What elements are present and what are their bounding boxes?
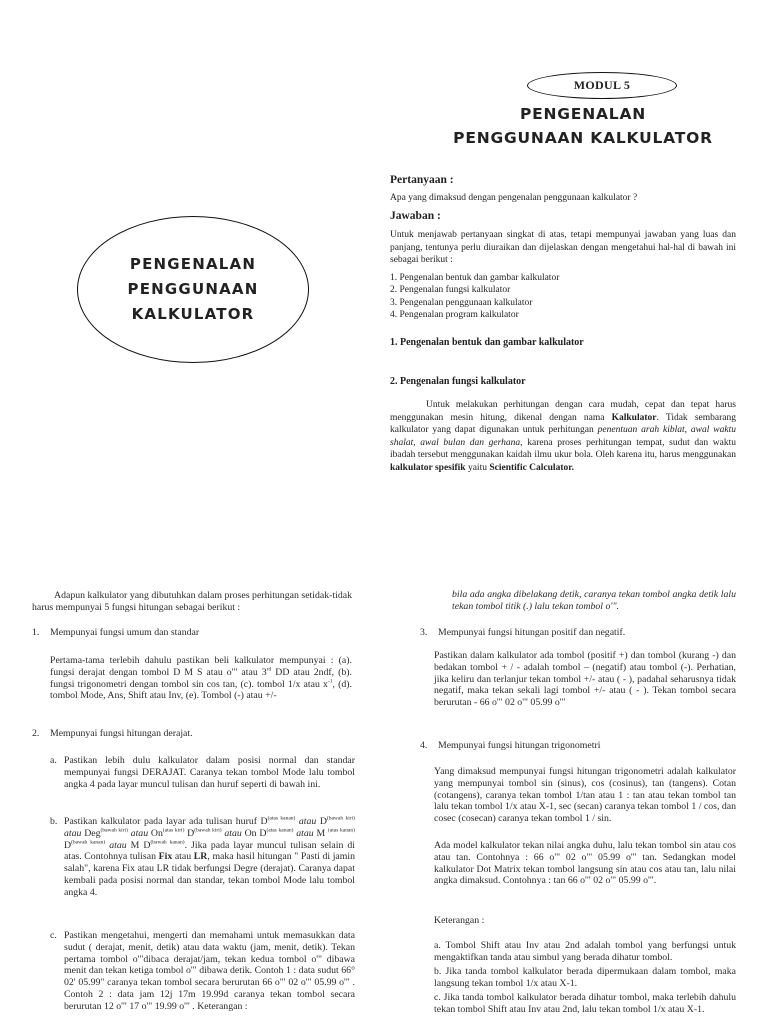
qa-list bbox=[390, 272, 736, 321]
item-3-title: Mempunyai fungsi hitungan positif dan negatif. bbox=[438, 627, 626, 638]
item-2c-text: Pastikan mengetahui, mengerti dan memahami untuk memasukkan data sudut ( derajat, menit, detik) atau data waktu (jam, menit, detik). Tekan pertama tombol o'"dibaca derajat/jam, tekan kedua tombol o'" dibawa menit dan tekan ketiga tombol o'" dibawa detik. Contoh 1 : data sudut 66° 02' 05.99" caranya tekan tombol secara berurutan 66 o'" 02 o'" 05.99 o'" . Contoh 2 : data jam 12j 17m 19.99d caranya tekan tombol secara berurutan 12 o'" 17 o'" 19.99 o'" . Keterangan : bbox=[64, 930, 355, 1012]
item-2-heading bbox=[32, 728, 362, 742]
left-intro: Adapun kalkulator yang dibutuhkan dalam proses perhitungan setidak-tidak harus mempunyai 5 fungsi hitungan sebagai berikut : bbox=[32, 590, 352, 613]
item-2-title: Mempunyai fungsi hitungan derajat. bbox=[50, 728, 193, 739]
paragraph-text: , karena proses perhitungan tempat, sudut dan waktu ibadah tersebut menggunakan kaidah ilmu ukur bola. Oleh karena itu, harus menggunakan bbox=[390, 437, 736, 461]
module-label: MODUL 5 bbox=[573, 78, 631, 92]
sup-note: (bawah kiri) bbox=[326, 815, 355, 822]
title-oval bbox=[77, 216, 309, 363]
list-item: 4. Pengenalan program kalkulator bbox=[390, 309, 519, 320]
item-4-text: Yang dimaksud mempunyai fungsi hitungan trigonometri adalah kalkulator yang mempunyai tombol sin (sinus), cos (cosinus), tan (tangens). Cotan (cotangens), caranya tekan tombol 1/tan atau 1 : tan atau tekan tombol tan lalu tekan tombol 1/x atau X-1, sec (secan) caranya tekan tombol 1 / cos, dan cosec (cosecan) caranya tekan tombol 1 / sin. bbox=[434, 766, 736, 825]
item-number: 1. bbox=[32, 627, 40, 638]
item-3-text: Pastikan dalam kalkulator ada tombol (positif +) dan tombol (kurang -) dan bedakan tombol + / - adalah tombol – (negatif) atau tombol (-). Perhatian, jika keliru dan terlanjur tekan tombol +/- atau ( - ), padahal seharusnya tidak negatif, maka tekan sekali lagi tombol +/- atau ( - ). Tekan tombol secara berurutan - 66 o'" 02 o'" 05.99 o'" bbox=[434, 650, 736, 709]
item-2b-line: . Jika pada layar muncul tulisan selain di atas. Contohnya tulisan bbox=[64, 839, 356, 863]
keterangan-label: Keterangan : bbox=[434, 915, 485, 926]
item-2b-text: Pastikan kalkulator pada layar ada tulisan huruf $D^{(atas kanan)}$ atau $D^{(bawah kiri)}$ atau Deg$^{(bawah kiri)}$ atau $On^{(atas kiri)}$ $D^{(bawah kiri)}$ atau On $D^{(atas kanan)}$ atau M $^{(atas kanan)}$ $D^{(bawah kanan)}$ atau M $D^{(bawah kanan)}$. Jika pada layar muncul tulisan selain di atas. Contohnya tulisan Fix atau LR, maka hasil hitungan " Pasti di jamin salah", karena Fix atau LR tidak berfungsi Degre (derajat). Caranya dapat kembali pada posisi normal dan standar, tekan tombol Mode lalu tombol angka 4. bbox=[64, 815, 356, 898]
lr-bold: LR bbox=[193, 851, 208, 863]
item-2a-text: Pastikan lebih dulu kalkulator dalam posisi normal dan standar mempunyai fungsi DERAJAT. Caranya tekan tombol Mode lalu tombol angka 4 pada layar muncul tulisan dan huruf seperti di bawah ini. bbox=[64, 755, 355, 790]
paragraph-bold-kalkulator: Kalkulator bbox=[611, 412, 657, 423]
item-4-text-2: Ada model kalkulator tekan nilai angka duhu, lalu tekan tombol sin atau cos atau tan. Contohnya : 66 o'" 02 o'" 05.99 o'" tan. Sedangkan model kalkulator Dot Matrix tekan tombol langsung sin atau cos atau tan, lalu nilai angka dimaksud. Contohnya : tan 66 o'" 02 o'" 05.99 o'". bbox=[434, 840, 736, 887]
sup-note: (bawah kiri) bbox=[194, 827, 222, 834]
item-2a bbox=[50, 755, 355, 790]
item-1-body: Pertama-tama terlebih dahulu pastikan beli kalkulator mempunyai : (a). fungsi derajat dengan tombol D M S atau o'" atau 3rd DD atau 2ndf, (b). fungsi trigonometri dengan tombol sin cos tan, (c). tombol 1/x atau $x^{-1}$, (d). tombol Mode, Ans, Shift atau Inv, (e). Tombol (-) atau +/- bbox=[50, 655, 352, 702]
paragraph-text: Untuk melakukan perhitungan dengan cara mudah, cepat dan tepat harus menggunakan mesin hitung, dikenal dengan nama bbox=[390, 400, 736, 423]
item-label: c. bbox=[50, 930, 57, 941]
item-3-heading bbox=[420, 627, 740, 641]
page-title-line-1: PENGENALAN bbox=[519, 105, 647, 123]
item-number: 3. bbox=[420, 627, 428, 638]
pertanyaan-text: Apa yang dimaksud dengan pengenalan penggunaan kalkulator ? bbox=[390, 193, 638, 203]
item-2b-word: atau bbox=[174, 851, 192, 863]
item-label: b. bbox=[50, 816, 58, 827]
page-title-line-2: PENGGUNAAN KALKULATOR bbox=[453, 129, 713, 147]
item-1-text: Pertama-tama terlebih dahulu pastikan beli kalkulator mempunyai : (a). fungsi derajat dengan tombol D M S atau o'" atau 3 bbox=[50, 655, 352, 678]
item-1-title: Mempunyai fungsi umum dan standar bbox=[50, 627, 200, 638]
atau-italic: atau bbox=[298, 816, 317, 827]
sup-note: (bawah kanan) bbox=[71, 839, 106, 846]
sup-note: (atas kanan) bbox=[266, 827, 294, 834]
oval-line-3: KALKULATOR bbox=[131, 305, 255, 323]
item-1-heading bbox=[32, 627, 362, 641]
item-2b bbox=[50, 816, 355, 899]
oval-line-2: PENGGUNAAN bbox=[127, 280, 259, 298]
paragraph-bold-scientific: Scientific Calculator. bbox=[489, 462, 574, 473]
sup-note: (atas kanan) bbox=[267, 815, 296, 822]
item-2b-line: , maka hasil hitungan " Pasti di jamin salah", karena Fix atau LR tidak berfungsi Degre (derajat). Caranya dapat kembali pada posisi normal dan standar, tekan tombol Mode lalu tombol angka 4. bbox=[64, 851, 356, 898]
section-2-paragraph bbox=[390, 399, 736, 475]
keterangan-a: a. Tombol Shift atau Inv atau 2nd adalah tombol yang berfungsi untuk mengaktifkan tanda atau simbul yang berada dihatur tombol. bbox=[434, 940, 736, 963]
item-1-text: DD atau 2ndf, (b). fungsi trigonometri dengan tombol sin cos tan, (c). tombol 1/x atau x bbox=[50, 666, 352, 690]
section-1-title: 1. Pengenalan bentuk dan gambar kalkulator bbox=[390, 337, 584, 348]
sup-note: (bawah kanan) bbox=[150, 839, 185, 846]
keterangan-b: b. Jika tanda tombol kalkulator berada dipermukaan dalam tombol, maka langsung tekan tombol 1/x atau X-1. bbox=[434, 966, 736, 989]
pertanyaan-heading: Pertanyaan : bbox=[390, 174, 454, 186]
paragraph-bold-spesifik: kalkulator spesifik bbox=[390, 462, 466, 473]
page-title bbox=[420, 102, 746, 150]
jawaban-text: Untuk menjawab pertanyaan singkat di atas, tetapi mempunyai jawaban yang luas dan panjang, tentunya perlu diuraikan dan dijelaskan dengan mengetahui hal-hal di bawah ini sebagai berikut : bbox=[390, 230, 736, 265]
paragraph-italic: penentuan arah kiblat, awal waktu shalat, awal bulan dan gerhana bbox=[390, 425, 736, 448]
keterangan-c: c. Jika tanda tombol kalkulator berada dihatur tombol, maka terlebih dahulu tekan tombol Shift atau Inv atau 2nd, lalu tekan tombol 1/x atau X-1. bbox=[434, 992, 736, 1015]
section-2-title: 2. Pengenalan fungsi kalkulator bbox=[390, 376, 526, 387]
item-2c bbox=[50, 930, 355, 1013]
item-2b-part: D bbox=[319, 816, 327, 827]
fix-bold: Fix bbox=[158, 851, 173, 863]
sup-note: (bawah kiri) bbox=[100, 827, 128, 834]
item-2b-line: Pastikan kalkulator pada layar ada tulisan huruf D bbox=[64, 816, 268, 827]
item-4-heading bbox=[420, 740, 740, 754]
sup-note: (atas kanan) bbox=[327, 827, 355, 834]
module-badge bbox=[527, 72, 677, 99]
list-item: 1. Pengenalan bentuk dan gambar kalkulator bbox=[390, 273, 560, 283]
item-label: a. bbox=[50, 755, 57, 766]
right-continuation: bila ada angka dibelakang detik, caranya tekan tombol angka detik lalu tekan tombol titik (.) lalu tekan tombol o'". bbox=[452, 589, 736, 612]
oval-line-1: PENGENALAN bbox=[129, 255, 257, 273]
paragraph-text: yaitu bbox=[467, 462, 487, 473]
item-number: 4. bbox=[420, 740, 428, 751]
list-item: 3. Pengenalan penggunaan kalkulator bbox=[390, 297, 533, 308]
list-item: 2. Pengenalan fungsi kalkulator bbox=[390, 285, 511, 296]
jawaban-heading: Jawaban : bbox=[390, 210, 441, 222]
paragraph-text: . Tidak sembarang kalkulator yang dapat digunakan untuk perhitungan bbox=[390, 412, 736, 436]
item-number: 2. bbox=[32, 728, 40, 739]
sup-note: (atas kiri) bbox=[162, 827, 185, 834]
item-1-text: , (d). tombol Mode, Ans, Shift atau Inv, (e). Tombol (-) atau +/- bbox=[50, 678, 352, 702]
item-4-title: Mempunyai fungsi hitungan trigonometri bbox=[438, 740, 601, 751]
